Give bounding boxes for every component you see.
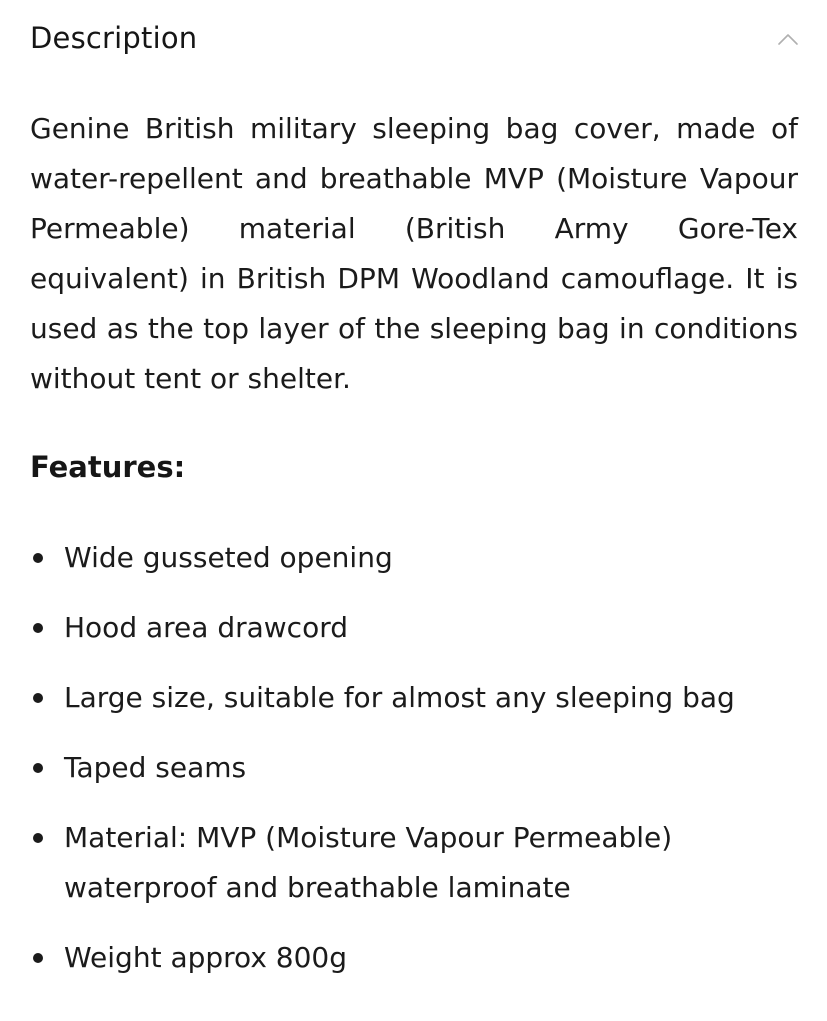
- list-item: [30, 933, 810, 983]
- feature-text: Large size, suitable for almost any sleeping bag: [64, 681, 735, 714]
- list-item: [30, 813, 810, 913]
- list-item: [30, 673, 810, 723]
- accordion-title: Description: [30, 21, 198, 55]
- features-list: [30, 533, 810, 1003]
- feature-text: Taped seams: [64, 751, 247, 784]
- bullet-icon: [33, 953, 43, 963]
- feature-text: Hood area drawcord: [64, 611, 348, 644]
- list-item: [30, 603, 810, 653]
- bullet-icon: [33, 623, 43, 633]
- description-text: Genine British military sleeping bag cover, made of water-repellent and breathable MVP (Moisture Vapour Permeable) material (British Army Gore-Tex equivalent) in British DPM Woodland camouflage. It is used as the top layer of the sleeping bag in conditions without tent or shelter.: [30, 112, 798, 395]
- bullet-icon: [33, 833, 43, 843]
- feature-text: Wide gusseted opening: [64, 541, 393, 574]
- accordion-header[interactable]: [30, 14, 800, 62]
- bullet-icon: [33, 763, 43, 773]
- bullet-icon: [33, 693, 43, 703]
- feature-text: Weight approx 800g: [64, 941, 348, 974]
- list-item: [30, 743, 810, 793]
- list-item: [30, 533, 810, 583]
- bullet-icon: [33, 553, 43, 563]
- chevron-up-icon[interactable]: [776, 31, 800, 47]
- features-heading: Features:: [30, 450, 186, 484]
- feature-text: Material: MVP (Moisture Vapour Permeable) waterproof and breathable laminate: [64, 821, 673, 904]
